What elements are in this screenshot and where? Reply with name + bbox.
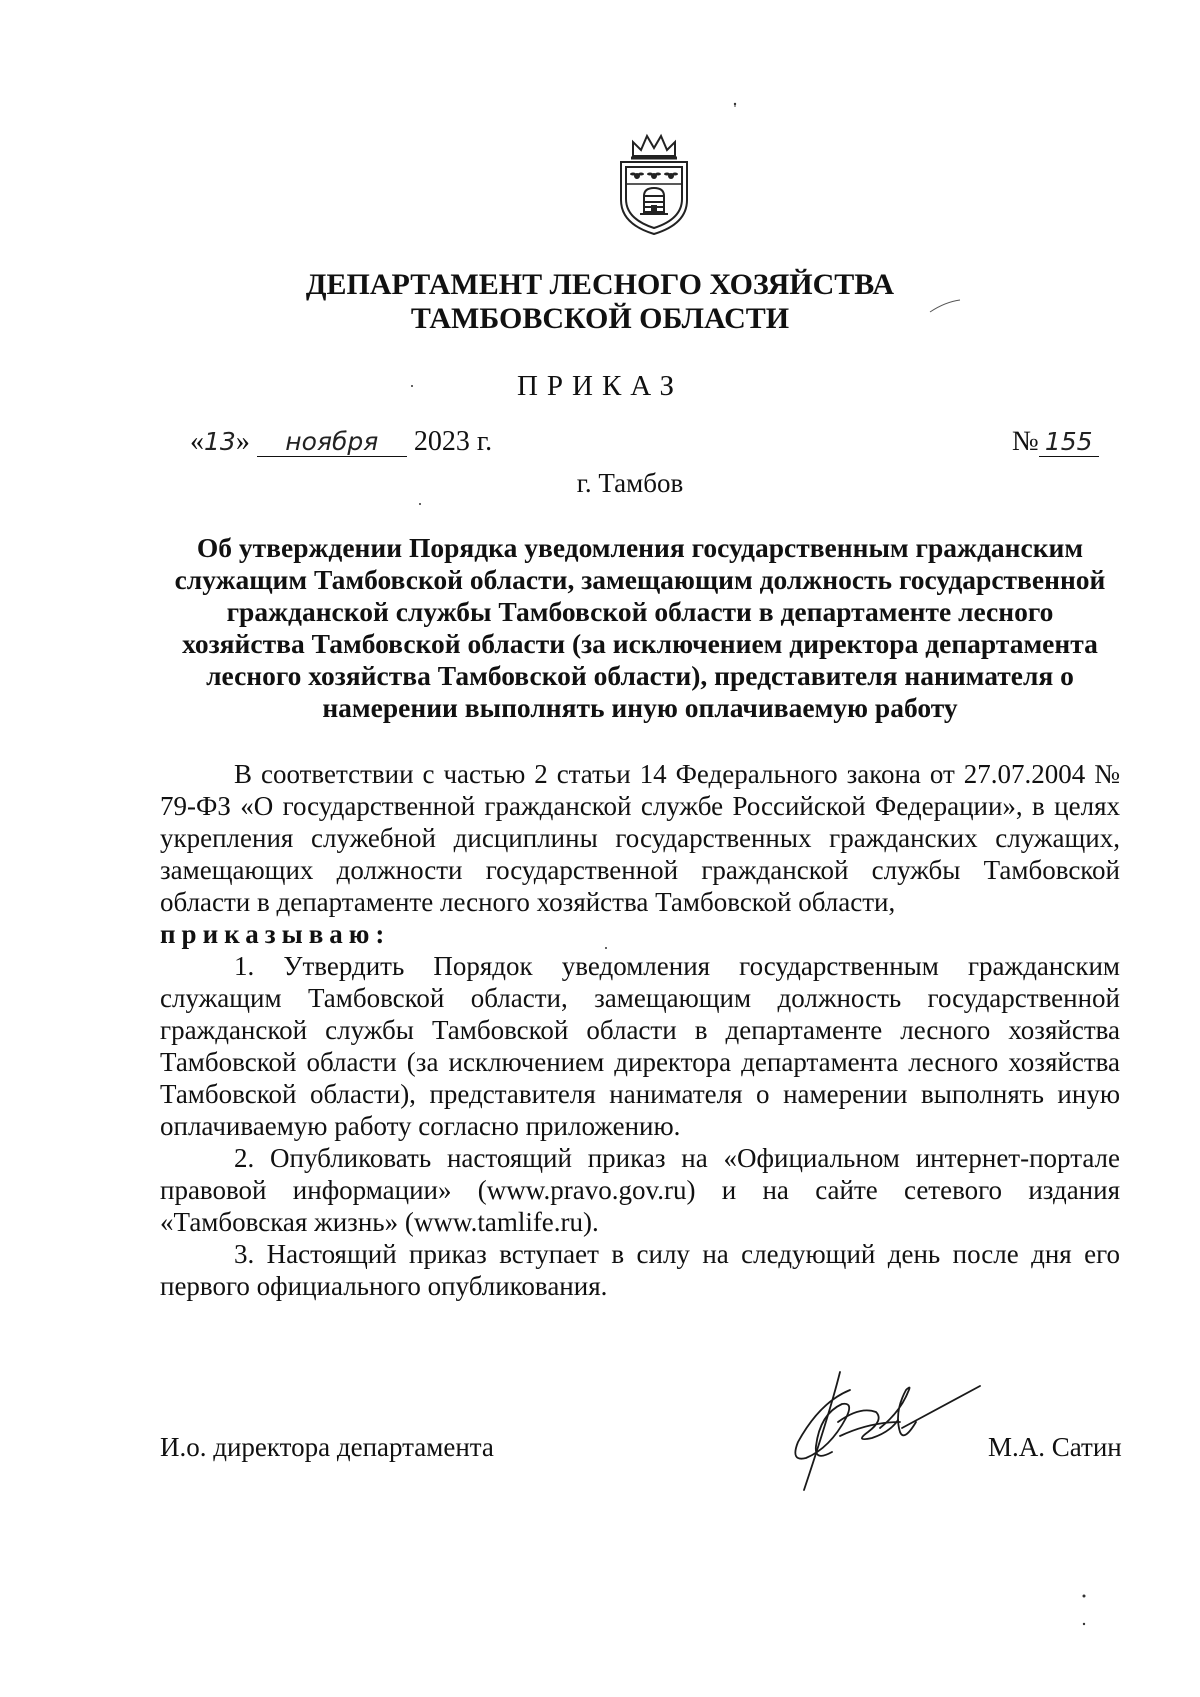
- preamble-paragraph: В соответствии с частью 2 статьи 14 Федерального закона от 27.07.2004 № 79-ФЗ «О государственной гражданской службе Российской Федерации», в целях укрепления служебной дисциплины государственных гражданских служащих, замещающих должности государственной гражданской службы Тамбовской области в департаменте лесного хозяйства Тамбовской области,: [160, 759, 1120, 917]
- number-sign: №: [1012, 426, 1039, 457]
- decree-word: приказываю:: [160, 919, 391, 949]
- date-month: ноября: [257, 428, 407, 457]
- coat-of-arms-icon: [611, 126, 697, 238]
- signature-image: [780, 1362, 990, 1492]
- date-day: 13: [204, 427, 236, 456]
- date-quote-close: »: [235, 426, 250, 457]
- department-name-line1: ДЕПАРТАМЕНТ ЛЕСНОГО ХОЗЯЙСТВА: [305, 268, 895, 301]
- item-1-paragraph: 1. Утвердить Порядок уведомления государственным гражданским служащим Тамбовской области, замещающим должность государственной гражданской службы Тамбовской области в департаменте лесного хозяйства Тамбовской области (за исключением директора департамента лесного хозяйства Тамбовской области), представителя нанимателя о намерении выполнять иную оплачиваемую работу согласно приложению.: [160, 951, 1120, 1141]
- order-date: [190, 426, 492, 458]
- subject-line: Об утверждении Порядка уведомления государственным гражданским: [196, 532, 1084, 563]
- subject-line: гражданской службы Тамбовской области в департаменте лесного: [226, 596, 1054, 627]
- date-year: 2023 г.: [413, 426, 493, 457]
- city: г. Тамбов: [576, 468, 684, 498]
- order-subject: [160, 532, 1120, 724]
- signer-title: И.о. директора департамента: [160, 1432, 494, 1462]
- subject-line: намерении выполнять иную оплачиваемую работу: [322, 692, 958, 723]
- order-body: [160, 758, 1120, 1302]
- number-value: 155: [1039, 428, 1099, 457]
- subject-line: лесного хозяйства Тамбовской области), представителя нанимателя о: [206, 660, 1074, 691]
- department-name: [0, 268, 1200, 336]
- subject-line: служащим Тамбовской области, замещающим должность государственной: [174, 564, 1106, 595]
- signer-name: М.А. Сатин: [988, 1432, 1122, 1462]
- item-3-paragraph: 3. Настоящий приказ вступает в силу на следующий день после дня его первого официального опубликования.: [160, 1239, 1120, 1301]
- department-name-line2: ТАМБОВСКОЙ ОБЛАСТИ: [410, 302, 790, 335]
- decree-paragraph: [160, 918, 1120, 950]
- document-type: ПРИКАЗ: [516, 370, 684, 402]
- item-2-paragraph: 2. Опубликовать настоящий приказ на «Официальном интернет-портале правовой информации» (www.pravo.gov.ru) и на сайте сетевого издания «Тамбовская жизнь» (www.tamlife.ru).: [160, 1143, 1120, 1237]
- order-number: [1012, 426, 1099, 458]
- subject-line: хозяйства Тамбовской области (за исключением директора департамента: [182, 628, 1098, 659]
- date-quote-open: «: [190, 426, 204, 457]
